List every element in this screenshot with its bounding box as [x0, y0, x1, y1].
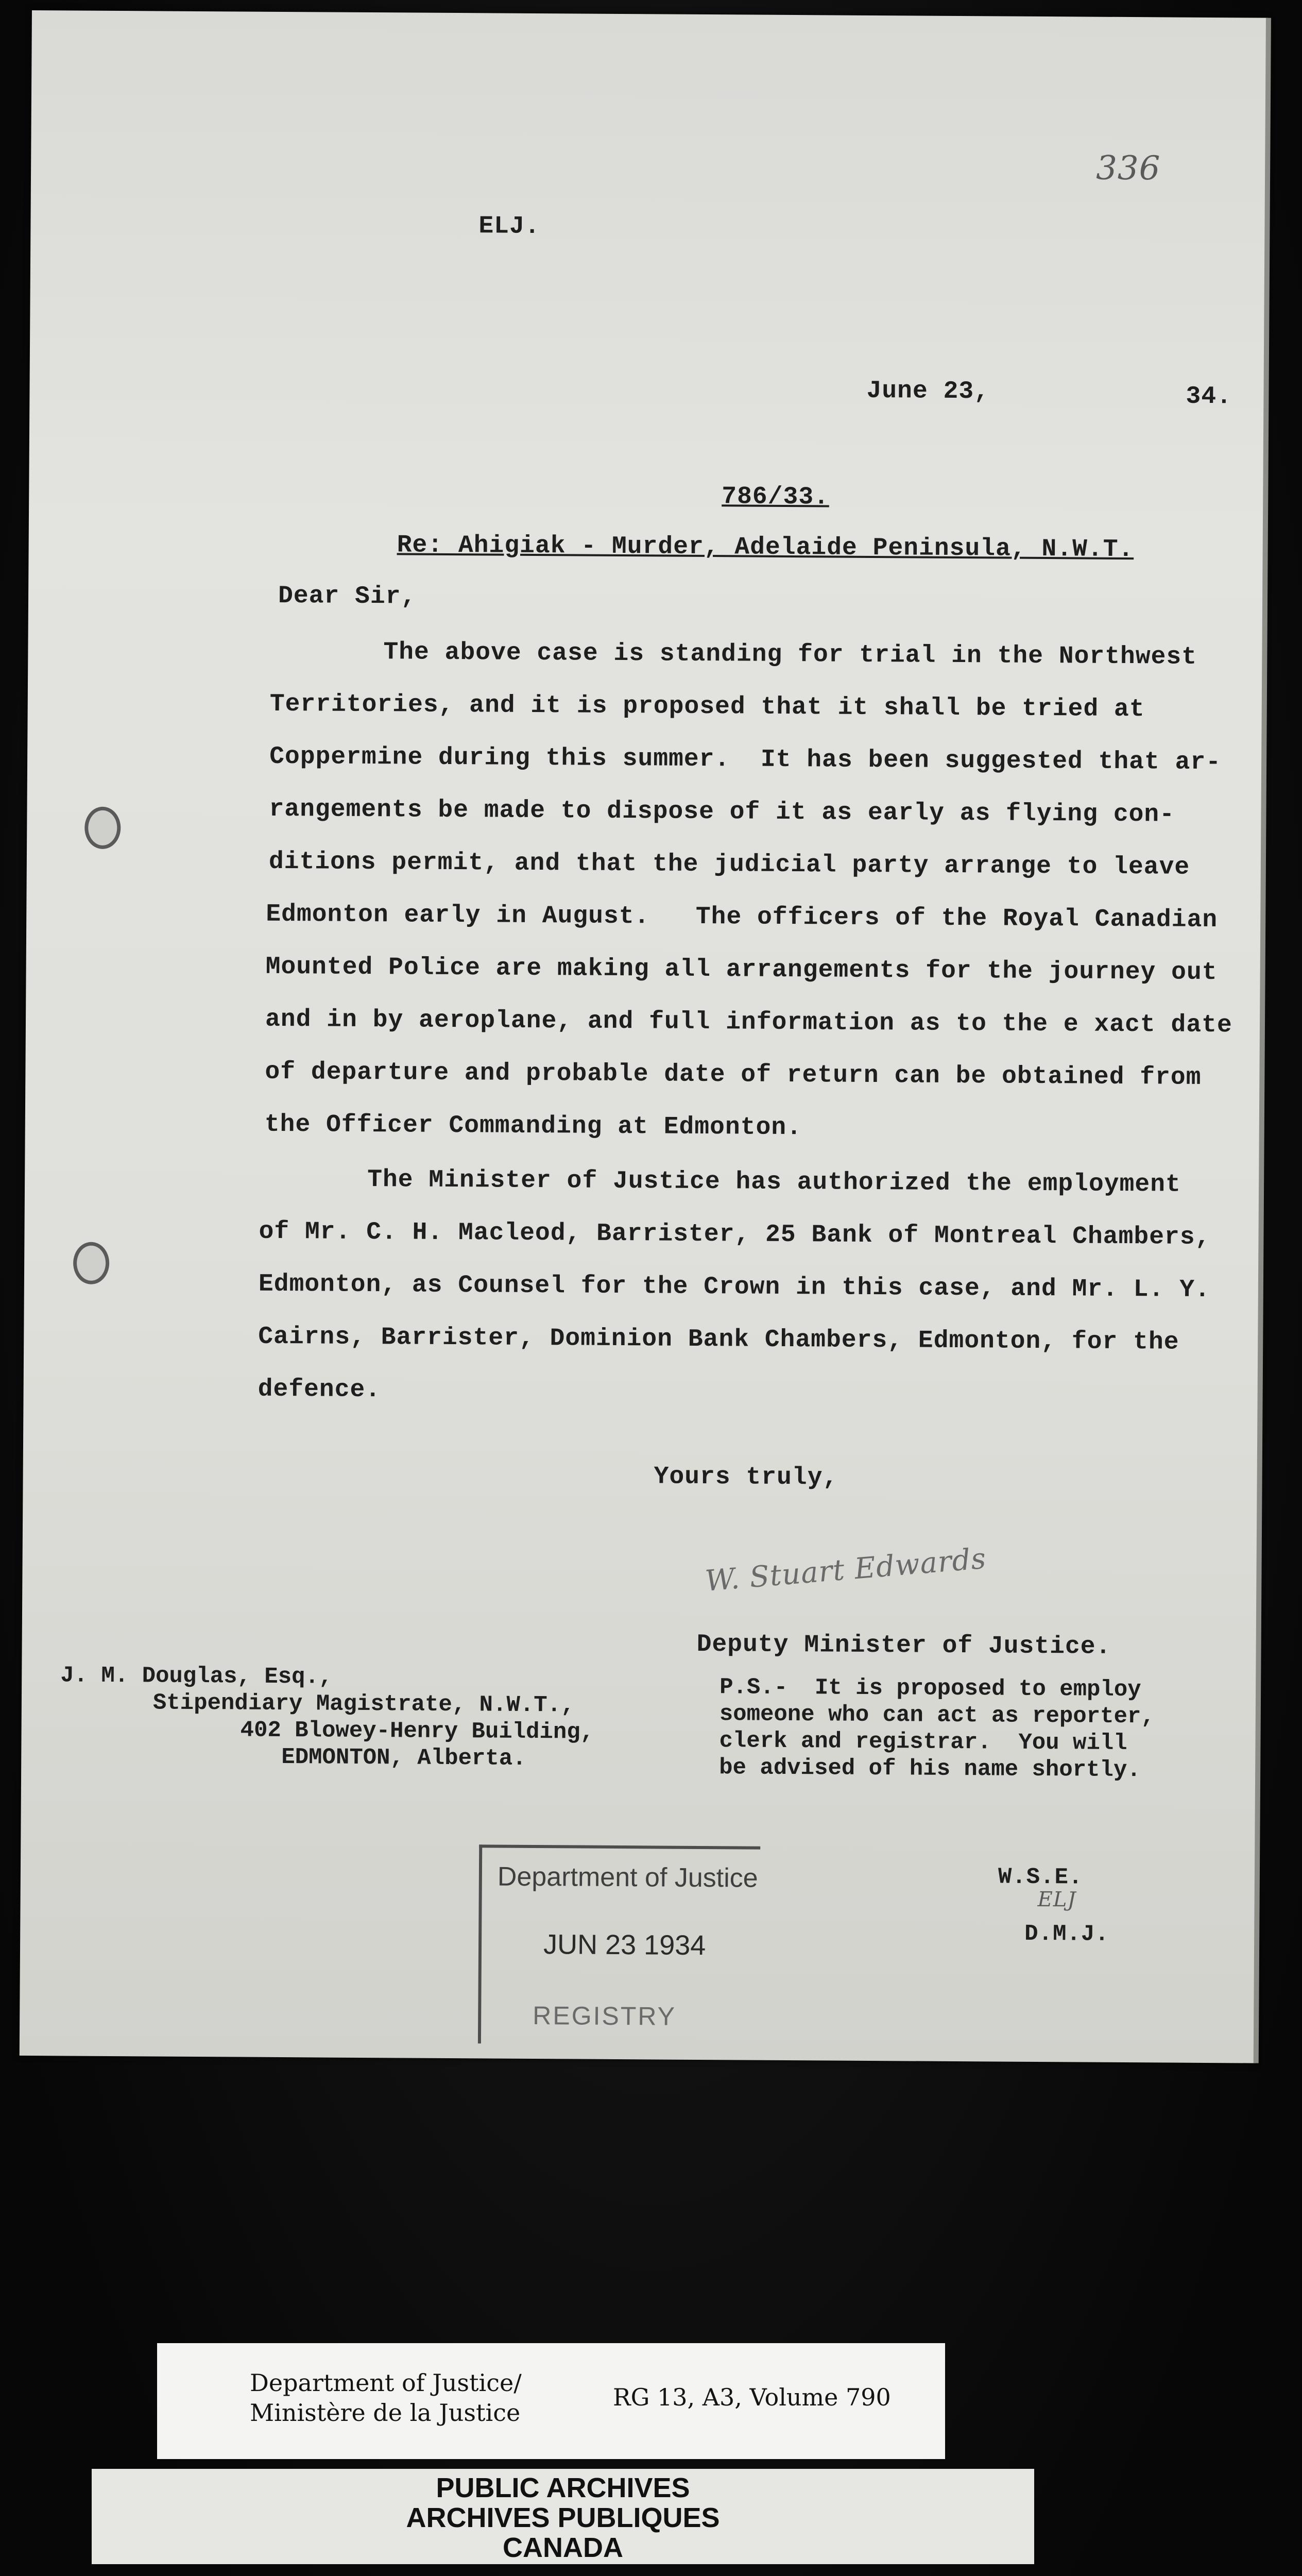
body-line: the Officer Commanding at Edmonton. — [264, 1110, 802, 1142]
registry-stamp — [478, 1844, 760, 2045]
body-line: The above case is standing for trial in the Northwest — [383, 638, 1197, 671]
addressee-line: EDMONTON, Alberta. — [281, 1744, 526, 1772]
body-line: ditions permit, and that the judicial party arrange to leave — [268, 848, 1190, 882]
body-line: of Mr. C. H. Macleod, Barrister, 25 Bank of Montreal Chambers, — [259, 1217, 1211, 1252]
stamp-date: JUN 23 1934 — [543, 1929, 706, 1961]
initials-wse: W.S.E. — [998, 1864, 1083, 1891]
banner-line-fr: ARCHIVES PUBLIQUES — [406, 2502, 720, 2533]
addressee-line: 402 Blowey-Henry Building, — [240, 1717, 594, 1745]
letter-date: June 23, — [866, 377, 990, 406]
body-line: Territories, and it is proposed that it shall be tried at — [269, 690, 1145, 724]
signature-title: Deputy Minister of Justice. — [696, 1630, 1111, 1661]
label-department-en: Department of Justice/ — [250, 2369, 522, 2397]
initials-dmj: D.M.J. — [1024, 1921, 1109, 1947]
salutation: Dear Sir, — [278, 582, 417, 611]
letter-date-year: 34. — [1186, 382, 1232, 411]
body-line: of departure and probable date of return can be obtained from — [265, 1058, 1202, 1092]
body-line: The Minister of Justice has authorized the employment — [367, 1166, 1181, 1199]
body-line: Cairns, Barrister, Dominion Bank Chambers, Edmonton, for the — [258, 1323, 1179, 1357]
public-archives-banner — [92, 2469, 1034, 2564]
body-line: rangements be made to dispose of it as early as flying con- — [269, 795, 1175, 829]
stamp-department: Department of Justice — [497, 1861, 758, 1893]
archive-reference-label — [157, 2343, 945, 2459]
postscript-line: clerk and registrar. You will — [719, 1728, 1127, 1757]
addressee-line: J. M. Douglas, Esq., — [60, 1663, 333, 1690]
body-line: Coppermine during this summer. It has been suggested that ar- — [269, 742, 1222, 777]
postscript-line: P.S.- It is proposed to employ — [719, 1674, 1141, 1703]
closing: Yours truly, — [654, 1463, 838, 1492]
banner-line-country: CANADA — [503, 2532, 623, 2563]
letter-page — [20, 10, 1268, 2063]
punch-hole-bottom — [73, 1242, 109, 1284]
postscript-line: someone who can act as reporter, — [719, 1701, 1155, 1730]
body-line: defence. — [258, 1375, 381, 1404]
page-number: 336 — [1095, 149, 1161, 188]
signature: W. Stuart Edwards — [704, 1541, 988, 1598]
addressee-line: Stipendiary Magistrate, N.W.T., — [152, 1690, 575, 1719]
body-line: Edmonton early in August. The officers of the Royal Canadian — [266, 900, 1218, 935]
file-number: 786/33. — [722, 483, 830, 512]
punch-hole-top — [84, 807, 121, 849]
banner-line-en: PUBLIC ARCHIVES — [436, 2472, 690, 2503]
subject-line: Re: Ahigiak - Murder, Adelaide Peninsula, N.W.T. — [397, 531, 1134, 564]
body-line: Edmonton, as Counsel for the Crown in this case, and Mr. L. Y. — [258, 1270, 1210, 1304]
body-line: and in by aeroplane, and full information as to the e xact date — [265, 1005, 1232, 1040]
stamp-registry: REGISTRY — [533, 2001, 677, 2031]
label-reference: RG 13, A3, Volume 790 — [613, 2383, 891, 2411]
label-department-fr: Ministère de la Justice — [250, 2399, 521, 2427]
body-line: Mounted Police are making all arrangements for the journey out — [265, 953, 1218, 987]
handwritten-initials: ELJ — [1037, 1887, 1076, 1912]
postscript-line: be advised of his name shortly. — [719, 1755, 1141, 1784]
typist-initials-top: ELJ. — [478, 212, 540, 241]
